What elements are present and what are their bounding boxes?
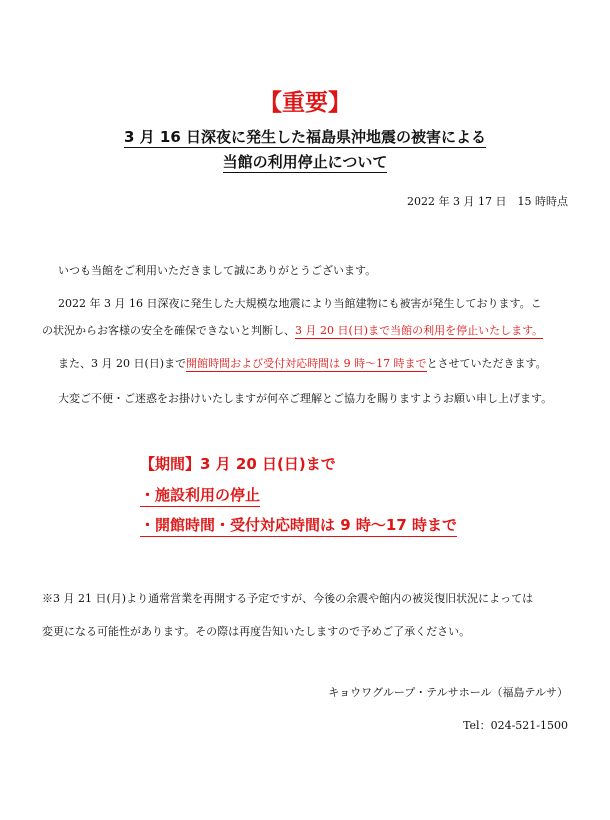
note-line1: ※3 月 21 日(月)より通常営業を再開する予定ですが、今後の余震や館内の被災復旧状況によっては [42, 592, 534, 605]
body-paragraph-hours [58, 355, 547, 371]
body-paragraph-damage-line1: 2022 年 3 月 16 日深夜に発生した大規模な地震により当館建物にも被害が発生しております。こ [58, 297, 542, 310]
important-label: 【重要】 [259, 89, 351, 116]
telephone-number: Tel：024-521-1500 [463, 719, 568, 732]
body-text: とさせていただきます。 [426, 357, 547, 370]
notice-title-line1: 3 月 16 日深夜に発生した福島県沖地震の被害による [124, 128, 486, 146]
organization-name: キョウワグループ・テルサホール（福島テルサ） [328, 686, 568, 699]
hours-highlight: 開館時間および受付対応時間は 9 時～17 時まで [186, 357, 427, 370]
note-line2: 変更になる可能性があります。その際は再度告知いたしますので予めご了承ください。 [42, 625, 471, 638]
body-paragraph-apology: 大変ご不便・ご迷惑をお掛けいたしますが何卒ご理解とご協力を賜りますようお願い申し上げます。 [58, 392, 553, 405]
closure-highlight: 3 月 20 日(日)まで当館の利用を停止いたします。 [295, 324, 544, 337]
notice-title-line2: 当館の利用停止について [222, 153, 388, 171]
period-item-facility: ・施設利用の停止 [140, 484, 260, 505]
body-text: また、3 月 20 日(日)まで [58, 357, 187, 370]
body-text: の状況からお客様の安全を確保できないと判断し、 [42, 324, 295, 337]
period-heading: 【期間】3 月 20 日(日)まで [140, 455, 336, 473]
period-item-hours: ・開館時間・受付対応時間は 9 時～17 時まで [140, 514, 457, 535]
body-paragraph-greeting: いつも当館をご利用いただきまして誠にありがとうございます。 [58, 264, 377, 277]
notice-date: 2022 年 3 月 17 日 15 時時点 [407, 195, 568, 208]
body-paragraph-damage-line2 [42, 322, 543, 338]
